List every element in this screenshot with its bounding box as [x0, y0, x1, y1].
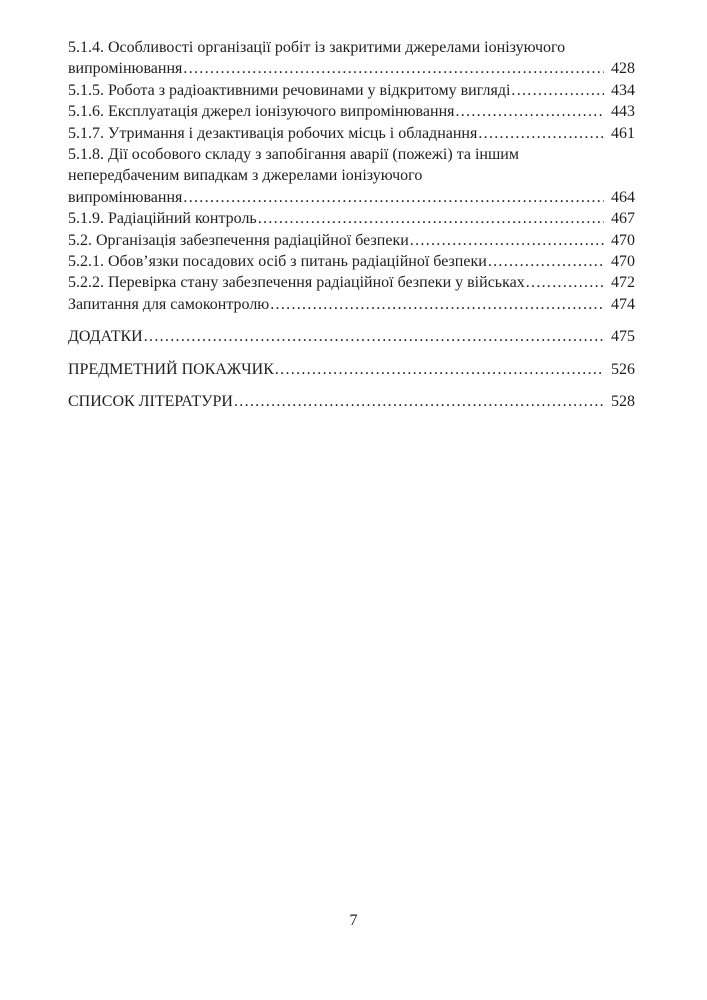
toc-entry-page: 461 — [611, 124, 635, 142]
toc-entry-text: непередбаченим випадкам з джерелами іонізуючого — [68, 167, 423, 185]
toc-entry-page: 428 — [611, 60, 635, 78]
dot-leader — [455, 101, 604, 122]
toc-entry-line — [68, 272, 635, 293]
dot-leader — [234, 391, 604, 412]
dot-leader — [488, 251, 604, 272]
dot-leader — [511, 80, 604, 101]
toc-entry-page: 434 — [611, 81, 635, 99]
toc-entry-line — [68, 144, 635, 165]
toc-entry-page: 528 — [611, 393, 635, 411]
dot-leader — [183, 58, 604, 79]
toc-entry-line — [68, 251, 635, 272]
toc-section-line — [68, 391, 635, 412]
toc-entry-text: 5.2.1. Обов’язки посадових осіб з питань радіаційної безпеки — [68, 253, 487, 271]
toc-entry-line — [68, 208, 635, 229]
page-number: 7 — [349, 912, 358, 929]
toc-entry-line — [68, 230, 635, 251]
toc-entry-page: 474 — [611, 295, 635, 313]
toc-entry-line — [68, 165, 635, 186]
toc-section-line — [68, 326, 635, 347]
dot-leader — [410, 230, 604, 251]
toc-entry-line — [68, 101, 635, 122]
toc-entry-text: 5.1.8. Дії особового складу з запобігання аварії (пожежі) та іншим — [68, 146, 519, 164]
page-footer — [0, 912, 707, 930]
toc-entry-text: 5.2. Організація забезпечення радіаційної безпеки — [68, 231, 409, 249]
toc-entry-text: випромінювання — [68, 60, 183, 78]
toc-entry-page: 443 — [611, 103, 635, 121]
toc-entry-page: 467 — [611, 210, 635, 228]
toc-entry-text: 5.1.9. Радіаційний контроль — [68, 210, 257, 228]
dot-leader — [526, 272, 604, 293]
dot-leader — [270, 294, 604, 315]
dot-leader — [478, 123, 604, 144]
toc-section-text: СПИСОК ЛІТЕРАТУРИ — [68, 393, 233, 411]
toc-entry-page: 472 — [611, 274, 635, 292]
toc-entry-line — [68, 123, 635, 144]
toc-entry-line — [68, 58, 635, 79]
toc-entry-line — [68, 37, 635, 58]
toc-entry-text: випромінювання — [68, 188, 183, 206]
dot-leader — [183, 187, 604, 208]
toc-entry-text: 5.2.2. Перевірка стану забезпечення радіаційної безпеки у військах — [68, 274, 525, 292]
toc-entry-line — [68, 294, 635, 315]
table-of-contents — [68, 37, 635, 413]
dot-leader — [144, 326, 604, 347]
toc-entry-page: 470 — [611, 231, 635, 249]
toc-section-text: ДОДАТКИ — [68, 328, 143, 346]
dot-leader — [258, 208, 604, 229]
toc-entry-line — [68, 80, 635, 101]
toc-entry-text: 5.1.6. Експлуатація джерел іонізуючого випромінювання — [68, 103, 455, 121]
toc-entry-page: 475 — [611, 328, 635, 346]
toc-entry-page: 464 — [611, 188, 635, 206]
toc-section-text: ПРЕДМЕТНИЙ ПОКАЖЧИК — [68, 360, 274, 378]
toc-entry-text: Запитання для самоконтролю — [68, 295, 270, 313]
dot-leader — [275, 359, 604, 380]
toc-entry-page: 470 — [611, 253, 635, 271]
toc-entry-text: 5.1.4. Особливості організації робіт із закритими джерелами іонізуючого — [68, 39, 566, 56]
toc-entry-text: 5.1.7. Утримання і дезактивація робочих місць і обладнання — [68, 124, 478, 142]
toc-entry-text: 5.1.5. Робота з радіоактивними речовинами у відкритому вигляді — [68, 81, 511, 99]
toc-entry-line — [68, 187, 635, 208]
toc-entry-page: 526 — [611, 360, 635, 378]
toc-section-line — [68, 359, 635, 380]
